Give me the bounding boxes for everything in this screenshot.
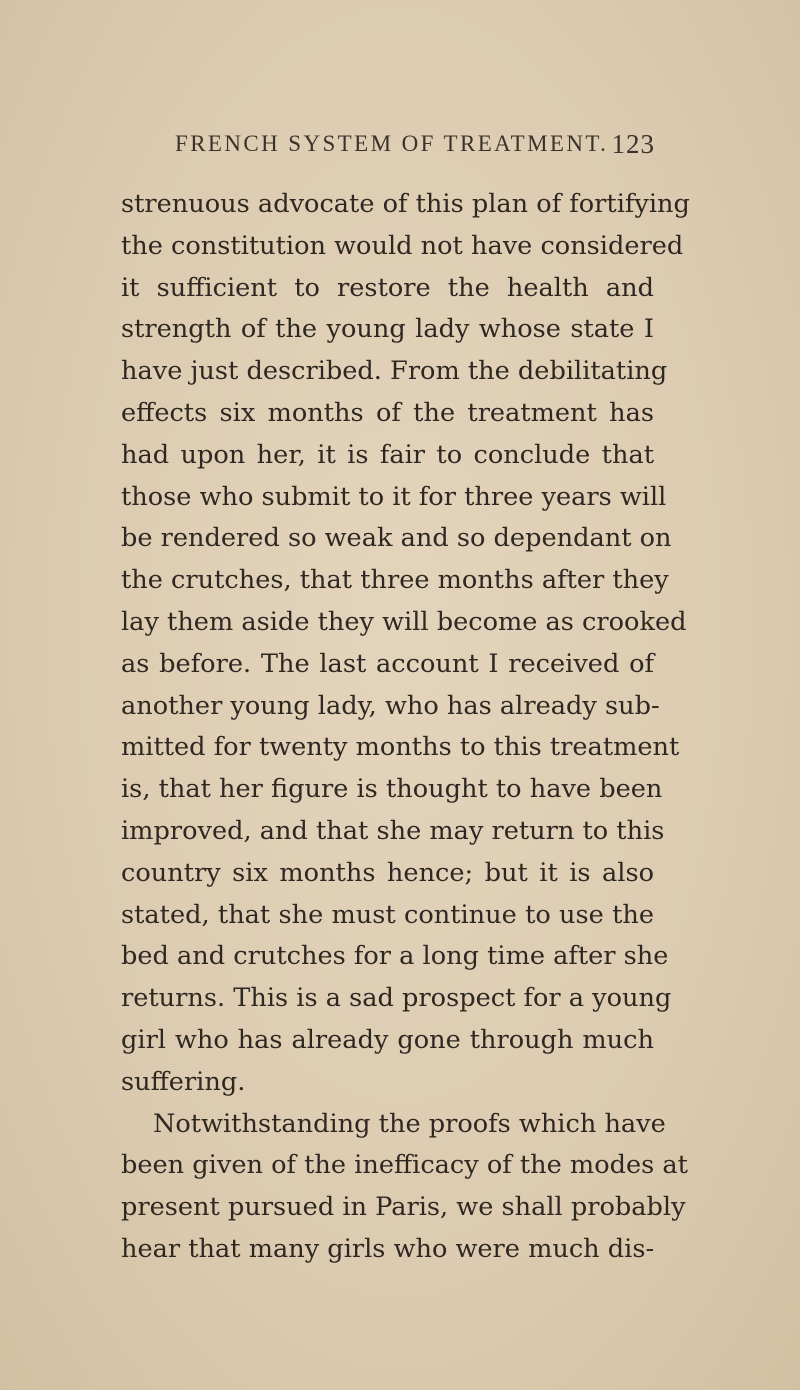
text-line: bed and crutches for a long time after she <box>121 941 669 972</box>
text-line: country six months hence; but it is also <box>121 857 654 888</box>
text-line: had upon her, it is fair to conclude that <box>121 439 654 470</box>
text-line: those who submit to it for three years will <box>121 481 667 512</box>
text-line: strenuous advocate of this plan of fortifying <box>121 189 690 219</box>
text-line: improved, and that she may return to this <box>121 815 665 846</box>
text-line: strength of the young lady whose state I <box>121 314 654 345</box>
text-line: is, that her figure is thought to have been <box>121 774 663 805</box>
text-line: effects six months of the treatment has <box>121 397 654 428</box>
text-line: be rendered so weak and so dependant on <box>121 523 672 554</box>
text-line: girl who has already gone through much <box>121 1024 654 1055</box>
text-line: returns. This is a sad prospect for a young <box>121 983 672 1014</box>
page-number: 123 <box>611 129 655 159</box>
text-line: suffering. <box>121 1066 246 1097</box>
text-line: as before. The last account I received of <box>121 648 654 679</box>
text-line: the crutches, that three months after they <box>121 565 669 596</box>
text-line: the constitution would not have considered <box>121 230 684 261</box>
text-line: it sufficient to restore the health and <box>121 272 654 303</box>
running-head <box>175 131 655 167</box>
text-line: mitted for twenty months to this treatment <box>121 732 680 763</box>
text-line: stated, that she must continue to use the <box>121 899 654 930</box>
text-line: have just described. From the debilitating <box>121 356 668 387</box>
text-line: present pursued in Paris, we shall probably <box>121 1192 686 1223</box>
text-line: lay them aside they will become as crooked <box>121 606 687 637</box>
text-line: Notwithstanding the proofs which have <box>153 1108 666 1139</box>
text-line: hear that many girls who were much dis- <box>121 1233 655 1264</box>
body-text <box>121 184 690 1271</box>
text-line: another young lady, who has already sub- <box>121 690 660 721</box>
running-head-title: FRENCH SYSTEM OF TREATMENT. <box>175 131 609 156</box>
text-line: been given of the inefficacy of the modes at <box>121 1150 688 1181</box>
